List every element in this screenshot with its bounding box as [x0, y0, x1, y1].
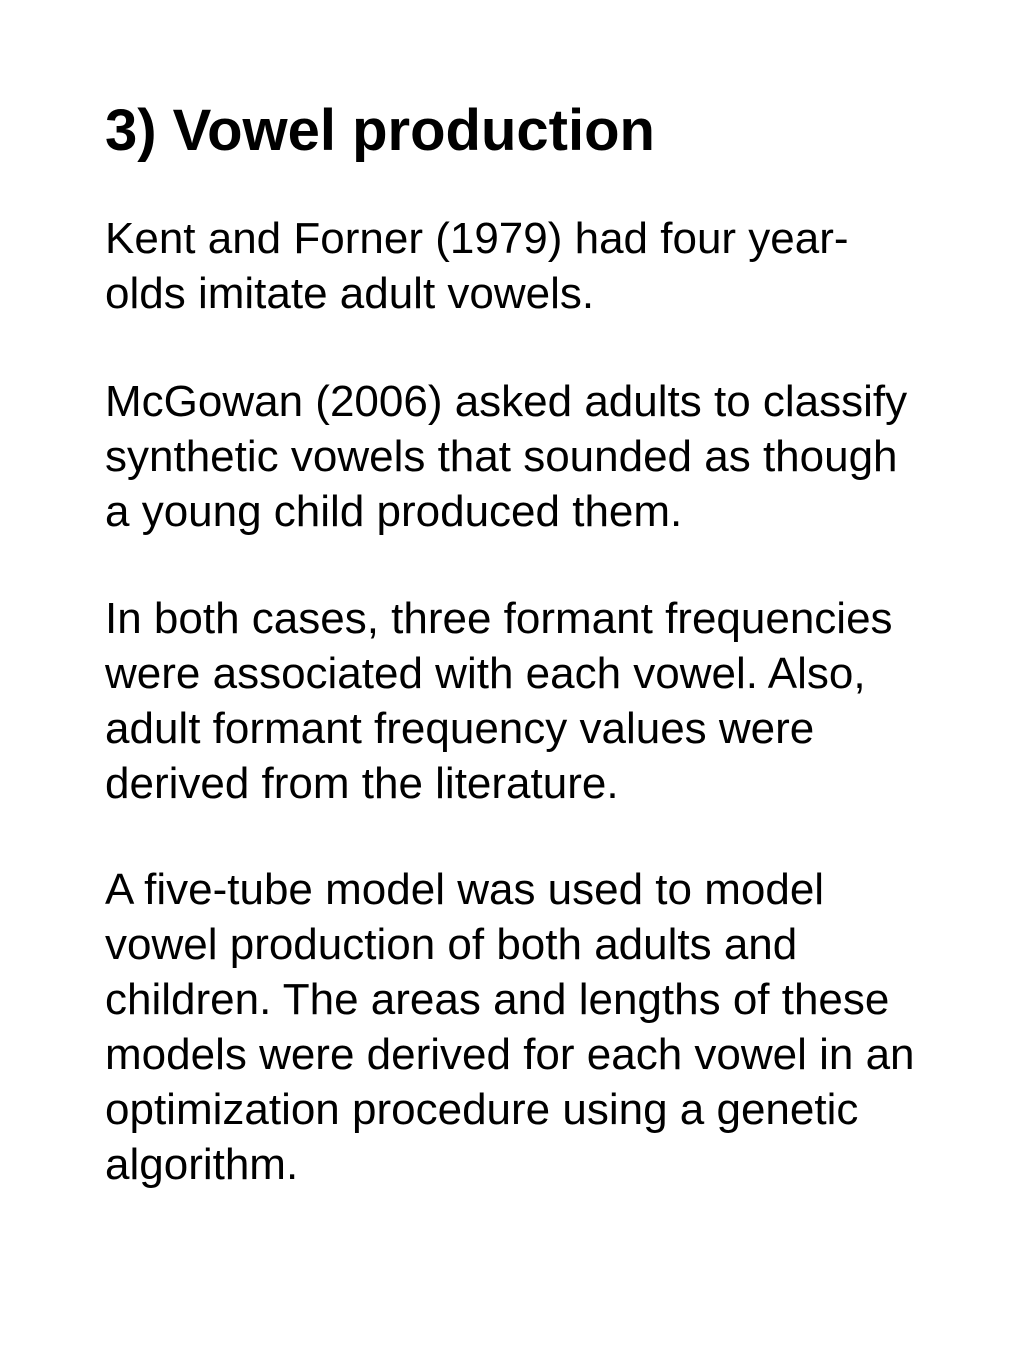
paragraph-line: were associated with each vowel. Also, [105, 649, 866, 698]
paragraph-mcgowan [105, 374, 907, 539]
paragraph-line: In both cases, three formant frequencies [105, 594, 893, 643]
paragraph-line: vowel production of both adults and [105, 920, 798, 969]
paragraph-line: a young child produced them. [105, 487, 683, 536]
paragraph-line: derived from the literature. [105, 759, 619, 808]
paragraph-kent-forner [105, 211, 849, 321]
paragraph-line: optimization procedure using a genetic [105, 1085, 859, 1134]
slide-title: 3) Vowel production [105, 98, 655, 163]
paragraph-line: Kent and Forner (1979) had four year- [105, 214, 849, 263]
paragraph-line: olds imitate adult vowels. [105, 269, 595, 318]
paragraph-line: A five-tube model was used to model [105, 865, 825, 914]
paragraph-line: models were derived for each vowel in an [105, 1030, 915, 1079]
paragraph-formant-frequencies [105, 591, 893, 811]
paragraph-line: synthetic vowels that sounded as though [105, 432, 898, 481]
paragraph-line: adult formant frequency values were [105, 704, 815, 753]
paragraph-line: algorithm. [105, 1140, 299, 1189]
paragraph-line: children. The areas and lengths of these [105, 975, 890, 1024]
paragraph-line: McGowan (2006) asked adults to classify [105, 377, 908, 426]
paragraph-five-tube-model [105, 862, 915, 1192]
